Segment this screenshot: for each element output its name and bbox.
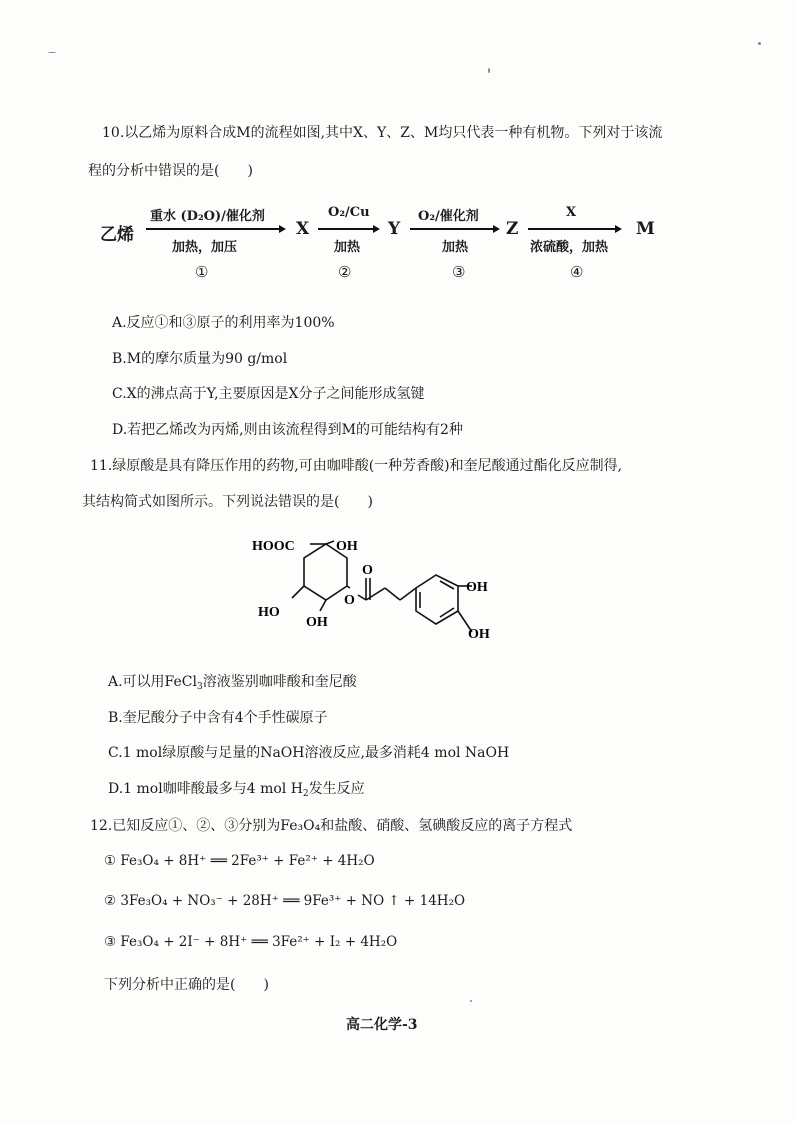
flow-step4-number: ④	[570, 263, 584, 281]
q11-option-c: C.1 mol绿原酸与足量的NaOH溶液反应,最多消耗4 mol NaOH	[108, 745, 510, 761]
q11-option-a-pre: A.可以用FeCl	[108, 674, 197, 690]
flow-arrow-4	[528, 228, 620, 230]
flow-step2-condition: 加热	[334, 240, 361, 255]
scan-speck	[470, 1000, 472, 1002]
q10-stem-line1: 10.以乙烯为原料合成M的流程如图,其中X、Y、Z、M均只代表一种有机物。下列对于该流	[102, 125, 663, 141]
q11-option-d	[108, 778, 365, 799]
q12-stem: 12.已知反应①、②、③分别为Fe₃O₄和盐酸、硝酸、氢碘酸反应的离子方程式	[90, 818, 573, 834]
q11-option-a-sub: 3	[196, 682, 203, 692]
flow-start: 乙烯	[100, 225, 134, 245]
q11-stem-line1: 11.绿原酸是具有降压作用的药物,可由咖啡酸(一种芳香酸)和奎尼酸通过酯化反应制得,	[90, 458, 623, 474]
q12-equation-1: ① Fe₃O₄ + 8H⁺ ══ 2Fe³⁺ + Fe²⁺ + 4H₂O	[104, 853, 375, 869]
flow-step1-condition: 加热，加压	[172, 240, 238, 255]
q10-stem-line2: 程的分析中错误的是( )	[88, 163, 253, 179]
label-ester-o: O	[344, 593, 355, 608]
label-ho-left: HO	[258, 605, 280, 620]
flow-step3-reagent: O₂/催化剂	[418, 209, 479, 224]
scan-speck	[48, 52, 56, 53]
scan-speck	[758, 42, 761, 45]
q10-option-a: A.反应①和③原子的利用率为100%	[112, 315, 335, 331]
q12-equation-2: ② 3Fe₃O₄ + NO₃⁻ + 28H⁺ ══ 9Fe³⁺ + NO ↑ + 14H₂O	[104, 893, 466, 909]
flow-step3-condition: 加热	[442, 240, 469, 255]
flow-x: X	[296, 219, 310, 239]
q10-option-b: B.M的摩尔质量为90 g/mol	[112, 351, 288, 367]
q11-option-d-sub: 2	[302, 789, 309, 799]
label-ring-oh2: OH	[468, 627, 490, 642]
scan-speck	[488, 68, 490, 73]
flow-m: M	[636, 219, 655, 239]
flow-step4-condition: 浓硫酸，加热	[530, 240, 609, 255]
q11-option-b: B.奎尼酸分子中含有4个手性碳原子	[108, 710, 328, 726]
q11-option-a	[108, 671, 357, 692]
benzene-ring	[416, 575, 458, 624]
label-carbonyl-o: O	[362, 563, 373, 578]
label-hooc: HOOC	[252, 539, 295, 554]
flow-y: Y	[388, 219, 401, 239]
q11-option-d-pre: D.1 mol咖啡酸最多与4 mol H	[108, 781, 303, 797]
flow-z: Z	[506, 219, 519, 239]
flow-step2-number: ②	[338, 263, 352, 281]
q10-option-d: D.若把乙烯改为丙烯,则由该流程得到M的可能结构有2种	[112, 422, 463, 438]
q12-equation-3: ③ Fe₃O₄ + 2I⁻ + 8H⁺ ══ 3Fe²⁺ + I₂ + 4H₂O	[104, 934, 398, 950]
flow-arrow-3	[410, 228, 498, 230]
q11-option-d-post: 发生反应	[308, 781, 365, 797]
q11-stem-line2: 其结构简式如图所示。下列说法错误的是( )	[82, 494, 373, 510]
q11-option-a-post: 溶液鉴别咖啡酸和奎尼酸	[202, 674, 357, 690]
flow-step2-reagent: O₂/Cu	[328, 205, 370, 220]
label-oh-bottom: OH	[306, 615, 328, 630]
flow-step1-reagent: 重水 (D₂O)/催化剂	[150, 209, 265, 224]
label-oh-top: OH	[336, 539, 358, 554]
flow-step1-number: ①	[195, 263, 209, 281]
flow-step3-number: ③	[452, 263, 466, 281]
chlorogenic-acid-structure	[240, 528, 510, 648]
flow-arrow-2	[318, 228, 378, 230]
page-footer: 高二化学-3	[346, 1017, 418, 1033]
q10-option-c: C.X的沸点高于Y,主要原因是X分子之间能形成氢键	[112, 386, 425, 402]
label-ring-oh1: OH	[466, 580, 488, 595]
flow-arrow-1	[146, 228, 284, 230]
q12-prompt: 下列分析中正确的是( )	[104, 977, 269, 993]
flow-step4-reagent: X	[566, 205, 577, 220]
